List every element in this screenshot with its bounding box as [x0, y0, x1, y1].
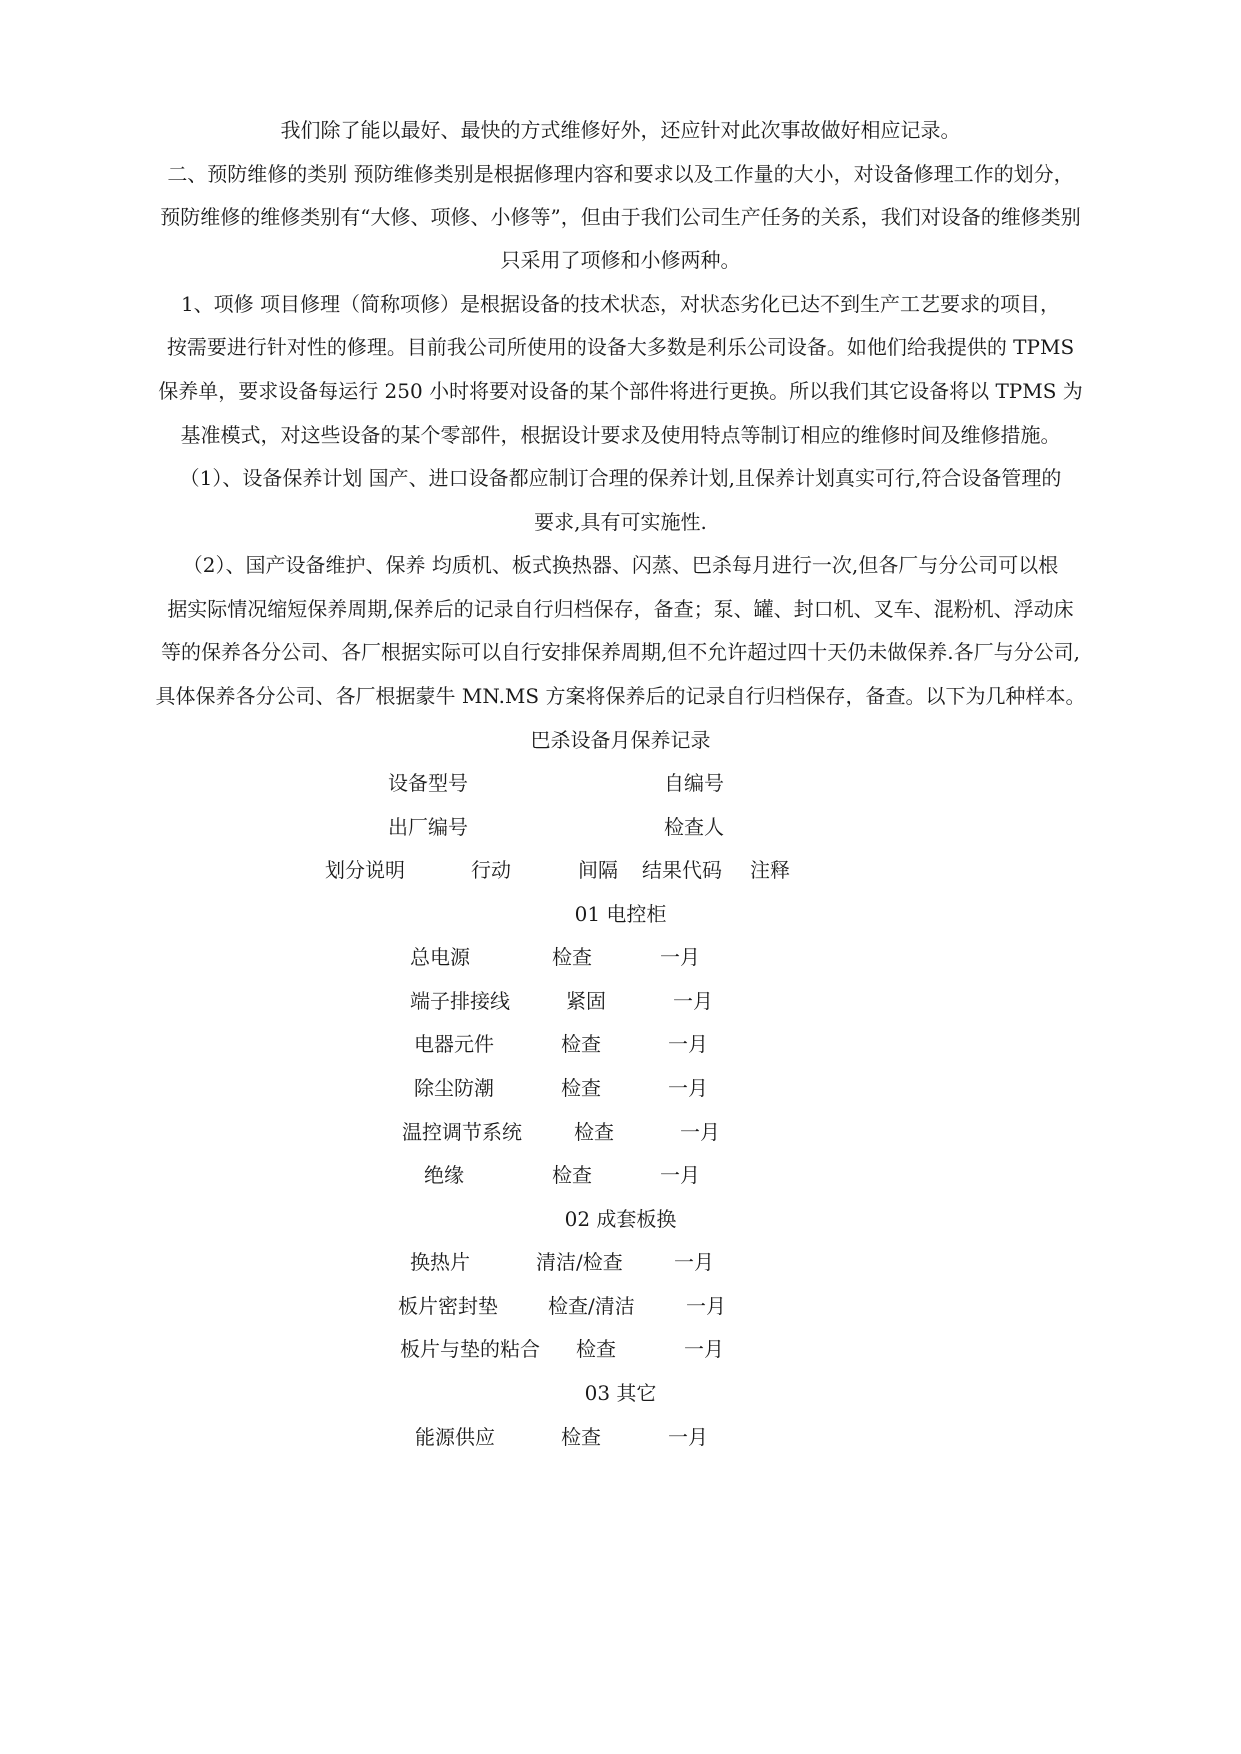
table-row-interval: 一月 [674, 1250, 714, 1274]
table-row-item: 绝缘 [424, 1163, 464, 1187]
table-row-action: 检查/清洁 [548, 1294, 635, 1318]
record-title: 巴杀设备月保养记录 [530, 728, 711, 752]
table-row-interval: 一月 [668, 1032, 708, 1056]
table-row-action: 检查 [561, 1425, 601, 1449]
table-row-interval: 一月 [686, 1294, 726, 1318]
table-row-interval: 一月 [673, 989, 713, 1013]
table-row-interval: 一月 [668, 1425, 708, 1449]
table-row-interval: 一月 [660, 1163, 700, 1187]
header-result-code: 结果代码 [642, 858, 722, 882]
section-title: 03 其它 [584, 1381, 657, 1405]
table-row-action: 检查 [552, 945, 592, 969]
table-row-action: 检查 [552, 1163, 592, 1187]
table-row-item: 换热片 [410, 1250, 470, 1274]
paragraph-5-line-3: 等的保养各分公司、各厂根据实际可以自行安排保养周期,但不允许超过四十天仍未做保养.各厂与分公司, [160, 640, 1081, 664]
paragraph-2-line-3: 只采用了项修和小修两种。 [500, 248, 741, 272]
table-row-action: 紧固 [566, 989, 606, 1013]
paragraph-2-line-2: 预防维修的维修类别有“大修、项修、小修等”，但由于我们公司生产任务的关系，我们对设备的维修类别 [160, 205, 1081, 229]
field-model-label: 设备型号 [388, 771, 468, 795]
section-title: 01 电控柜 [574, 902, 667, 926]
table-row-interval: 一月 [668, 1076, 708, 1100]
table-row-item: 板片与垫的粘合 [400, 1337, 540, 1361]
table-row-item: 能源供应 [415, 1425, 495, 1449]
table-row-action: 检查 [576, 1337, 616, 1361]
table-row-action: 检查 [561, 1076, 601, 1100]
paragraph-5-line-4: 具体保养各分公司、各厂根据蒙牛 MN.MS 方案将保养后的记录自行归档保存，备查。以下为几种样本。 [155, 684, 1086, 708]
table-row-interval: 一月 [660, 945, 700, 969]
field-inspector-label: 检查人 [664, 815, 724, 839]
section-title: 02 成套板换 [564, 1207, 677, 1231]
paragraph-2-line-1: 二、预防维修的类别 预防维修类别是根据修理内容和要求以及工作量的大小，对设备修理工作的划分， [167, 162, 1074, 186]
table-row-item: 除尘防潮 [414, 1076, 494, 1100]
table-row-item: 端子排接线 [410, 989, 510, 1013]
table-row-item: 电器元件 [414, 1032, 494, 1056]
header-action: 行动 [471, 858, 511, 882]
header-notes: 注释 [750, 858, 790, 882]
paragraph-5-line-2: 据实际情况缩短保养周期,保养后的记录自行归档保存，备查；泵、罐、封口机、叉车、混粉机、浮动床 [167, 597, 1074, 621]
paragraph-3-line-1: 1、项修 项目修理（简称项修）是根据设备的技术状态，对状态劣化已达不到生产工艺要求的项目， [180, 292, 1061, 316]
field-self-no-label: 自编号 [664, 771, 724, 795]
table-row-interval: 一月 [680, 1120, 720, 1144]
table-row-item: 温控调节系统 [402, 1120, 522, 1144]
field-factory-no-label: 出厂编号 [388, 815, 468, 839]
table-row-action: 清洁/检查 [536, 1250, 623, 1274]
paragraph-3-line-4: 基准模式，对这些设备的某个零部件，根据设计要求及使用特点等制订相应的维修时间及维修措施。 [180, 423, 1061, 447]
paragraph-3-line-3: 保养单，要求设备每运行 250 小时将要对设备的某个部件将进行更换。所以我们其它设备将以 TPMS 为 [158, 379, 1083, 403]
table-row-item: 板片密封垫 [398, 1294, 498, 1318]
header-interval: 间隔 [578, 858, 618, 882]
paragraph-5-line-1: （2）、国产设备维护、保养 均质机、板式换热器、闪蒸、巴杀每月进行一次,但各厂与分公司可以根 [182, 553, 1059, 577]
header-division: 划分说明 [325, 858, 405, 882]
paragraph-3-line-2: 按需要进行针对性的修理。目前我公司所使用的设备大多数是利乐公司设备。如他们给我提供的 TPMS [166, 335, 1075, 359]
table-row-action: 检查 [574, 1120, 614, 1144]
table-row-item: 总电源 [410, 945, 470, 969]
table-row-interval: 一月 [684, 1337, 724, 1361]
paragraph-4-line-2: 要求,具有可实施性. [534, 510, 707, 534]
paragraph-1: 我们除了能以最好、最快的方式维修好外，还应针对此次事故做好相应记录。 [280, 118, 961, 142]
paragraph-4-line-1: （1）、设备保养计划 国产、进口设备都应制订合理的保养计划,且保养计划真实可行,符合设备管理的 [179, 466, 1062, 490]
table-row-action: 检查 [561, 1032, 601, 1056]
